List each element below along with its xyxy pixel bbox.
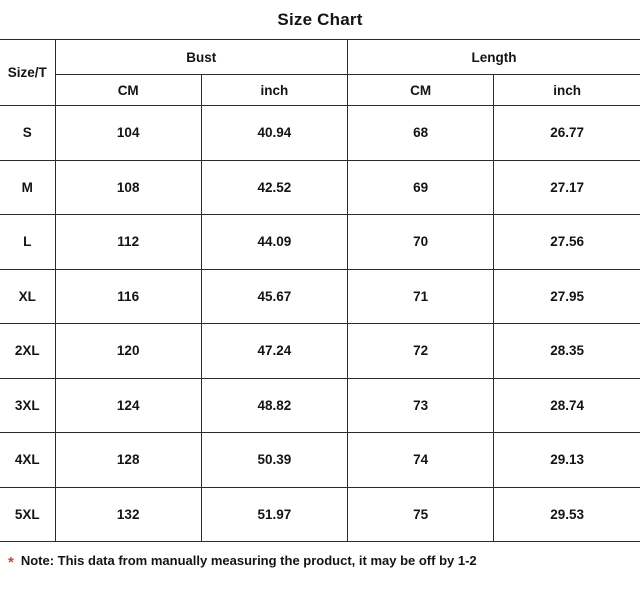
table-row xyxy=(0,215,640,270)
cell-length-inch: 27.95 xyxy=(494,269,640,324)
cell-length-cm: 73 xyxy=(348,378,494,433)
cell-bust-inch: 44.09 xyxy=(201,215,347,270)
cell-length-inch: 29.13 xyxy=(494,433,640,488)
cell-length-cm: 70 xyxy=(348,215,494,270)
cell-bust-inch: 47.24 xyxy=(201,324,347,379)
measurement-note-text: Note: This data from manually measuring the product, it may be off by 1-2 xyxy=(20,553,477,568)
cell-bust-inch: 48.82 xyxy=(201,378,347,433)
cell-size: L xyxy=(0,215,55,270)
measurement-note xyxy=(0,542,640,570)
cell-bust-cm: 124 xyxy=(55,378,201,433)
table-row xyxy=(0,378,640,433)
cell-bust-inch: 42.52 xyxy=(201,160,347,215)
cell-size: 3XL xyxy=(0,378,55,433)
cell-length-inch: 28.35 xyxy=(494,324,640,379)
cell-bust-inch: 50.39 xyxy=(201,433,347,488)
cell-bust-cm: 104 xyxy=(55,106,201,161)
cell-bust-inch: 51.97 xyxy=(201,487,347,542)
cell-bust-cm: 116 xyxy=(55,269,201,324)
cell-size: 4XL xyxy=(0,433,55,488)
cell-bust-cm: 128 xyxy=(55,433,201,488)
table-row xyxy=(0,433,640,488)
cell-size: S xyxy=(0,106,55,161)
header-bust-inch: inch xyxy=(201,75,347,106)
header-size-label: Size/T xyxy=(0,40,55,106)
size-chart-table xyxy=(0,39,640,542)
table-group-header-row xyxy=(0,40,640,75)
cell-size: XL xyxy=(0,269,55,324)
table-row xyxy=(0,324,640,379)
cell-bust-cm: 132 xyxy=(55,487,201,542)
table-body xyxy=(0,106,640,542)
asterisk-icon: * xyxy=(8,554,14,571)
cell-bust-cm: 120 xyxy=(55,324,201,379)
cell-size: 2XL xyxy=(0,324,55,379)
cell-length-inch: 28.74 xyxy=(494,378,640,433)
cell-length-cm: 68 xyxy=(348,106,494,161)
cell-bust-inch: 40.94 xyxy=(201,106,347,161)
header-bust-cm: CM xyxy=(55,75,201,106)
table-row xyxy=(0,269,640,324)
table-row xyxy=(0,106,640,161)
cell-bust-inch: 45.67 xyxy=(201,269,347,324)
cell-length-cm: 71 xyxy=(348,269,494,324)
cell-length-cm: 69 xyxy=(348,160,494,215)
cell-length-inch: 27.17 xyxy=(494,160,640,215)
header-group-bust: Bust xyxy=(55,40,347,75)
table-header xyxy=(0,40,640,106)
table-unit-header-row xyxy=(0,75,640,106)
header-length-cm: CM xyxy=(348,75,494,106)
cell-length-cm: 74 xyxy=(348,433,494,488)
cell-size: M xyxy=(0,160,55,215)
cell-length-inch: 29.53 xyxy=(494,487,640,542)
cell-length-inch: 26.77 xyxy=(494,106,640,161)
page-title: Size Chart xyxy=(277,10,363,29)
cell-bust-cm: 108 xyxy=(55,160,201,215)
cell-length-cm: 75 xyxy=(348,487,494,542)
header-length-inch: inch xyxy=(494,75,640,106)
header-group-length: Length xyxy=(348,40,640,75)
cell-bust-cm: 112 xyxy=(55,215,201,270)
cell-length-cm: 72 xyxy=(348,324,494,379)
cell-size: 5XL xyxy=(0,487,55,542)
table-row xyxy=(0,487,640,542)
cell-length-inch: 27.56 xyxy=(494,215,640,270)
table-row xyxy=(0,160,640,215)
